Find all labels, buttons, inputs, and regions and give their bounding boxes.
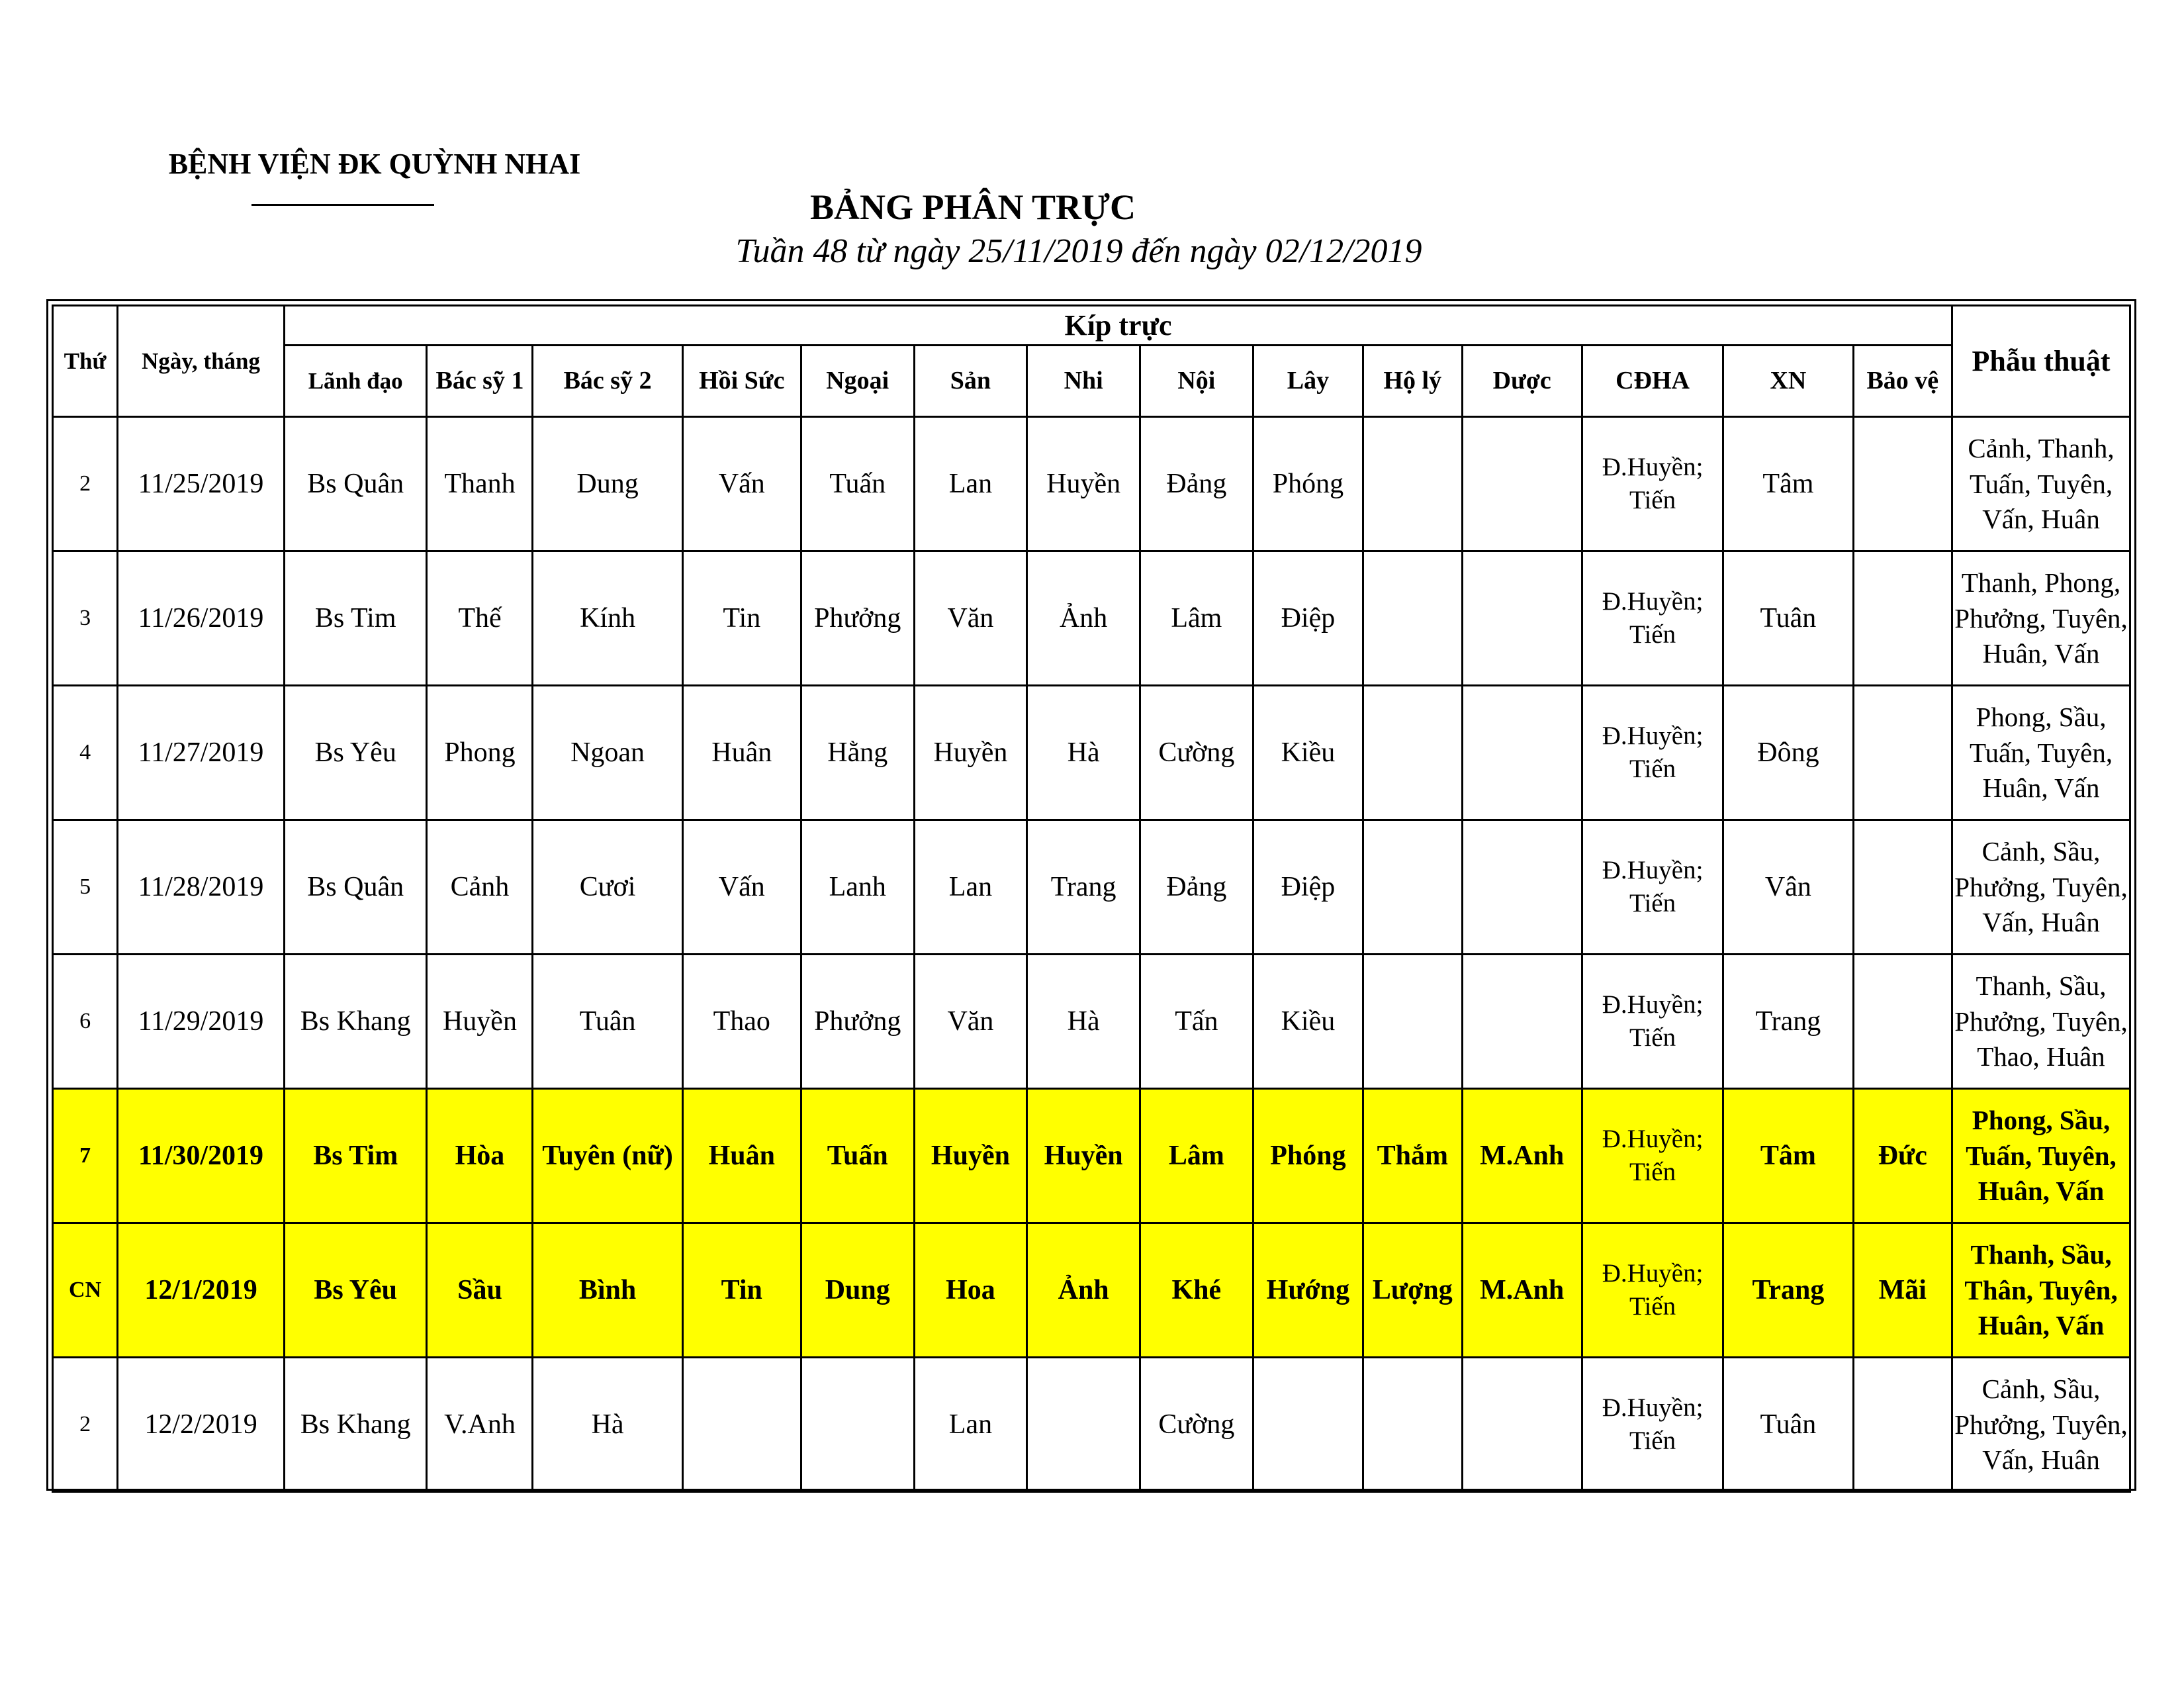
table-row — [53, 686, 2130, 820]
cell-san: Lan — [914, 820, 1027, 955]
cell-ngoai: Dung — [801, 1223, 914, 1358]
cell-bac-sy-1: Cảnh — [427, 820, 533, 955]
table-row-weekend — [53, 1089, 2130, 1223]
cell-ho-ly: Lượng — [1363, 1223, 1462, 1358]
cell-hoi-suc: Tin — [682, 551, 801, 686]
cell-duoc — [1462, 1358, 1582, 1492]
cell-nhi: Hà — [1027, 686, 1140, 820]
cell-lay: Phóng — [1253, 417, 1363, 551]
cell-xn: Trang — [1723, 955, 1853, 1089]
cell-date: 11/25/2019 — [118, 417, 285, 551]
cell-ho-ly — [1363, 686, 1462, 820]
cell-cdha: Đ.Huyền; Tiến — [1582, 955, 1723, 1089]
cell-nhi — [1027, 1358, 1140, 1492]
cell-date: 12/2/2019 — [118, 1358, 285, 1492]
cell-phau-thuat: Phong, Sầu, Tuấn, Tuyên, Huân, Vấn — [1952, 1089, 2130, 1223]
cell-bac-sy-2: Kính — [533, 551, 682, 686]
table-row — [53, 955, 2130, 1089]
cell-bao-ve — [1853, 551, 1952, 686]
cell-xn: Vân — [1723, 820, 1853, 955]
cell-ngoai: Lanh — [801, 820, 914, 955]
col-header-lanh-dao: Lãnh đạo — [284, 346, 427, 417]
cell-bac-sy-1: Thanh — [427, 417, 533, 551]
cell-bao-ve — [1853, 955, 1952, 1089]
col-header-san: Sản — [914, 346, 1027, 417]
col-header-noi: Nội — [1140, 346, 1253, 417]
cell-bac-sy-2: Ngoan — [533, 686, 682, 820]
cell-ho-ly — [1363, 955, 1462, 1089]
cell-hoi-suc: Vấn — [682, 417, 801, 551]
page-title: BẢNG PHÂN TRỰC — [809, 187, 1136, 227]
cell-thu: 2 — [53, 1358, 118, 1492]
cell-ho-ly: Thắm — [1363, 1089, 1462, 1223]
cell-nhi: Ảnh — [1027, 1223, 1140, 1358]
cell-ngoai — [801, 1358, 914, 1492]
col-header-xn: XN — [1723, 346, 1853, 417]
cell-bac-sy-1: Hòa — [427, 1089, 533, 1223]
cell-date: 11/30/2019 — [118, 1089, 285, 1223]
table-row — [53, 820, 2130, 955]
cell-bao-ve: Đức — [1853, 1089, 1952, 1223]
cell-lanh-dao: Bs Khang — [284, 955, 427, 1089]
cell-phau-thuat: Phong, Sầu, Tuấn, Tuyên, Huân, Vấn — [1952, 686, 2130, 820]
cell-duoc: M.Anh — [1462, 1223, 1582, 1358]
table-row-weekend — [53, 1223, 2130, 1358]
cell-san: Lan — [914, 1358, 1027, 1492]
cell-duoc — [1462, 820, 1582, 955]
col-header-bac-sy-2: Bác sỹ 2 — [533, 346, 682, 417]
col-header-ngoai: Ngoại — [801, 346, 914, 417]
cell-lay: Điệp — [1253, 551, 1363, 686]
cell-bao-ve — [1853, 417, 1952, 551]
table-row — [53, 551, 2130, 686]
cell-duoc — [1462, 686, 1582, 820]
cell-xn: Tâm — [1723, 1089, 1853, 1223]
cell-phau-thuat: Cảnh, Sầu, Phưởng, Tuyên, Vấn, Huân — [1952, 820, 2130, 955]
cell-hoi-suc: Vấn — [682, 820, 801, 955]
cell-phau-thuat: Thanh, Sầu, Phưởng, Tuyên, Thao, Huân — [1952, 955, 2130, 1089]
cell-san: Văn — [914, 955, 1027, 1089]
cell-san: Huyền — [914, 1089, 1027, 1223]
cell-thu: 5 — [53, 820, 118, 955]
cell-cdha: Đ.Huyền; Tiến — [1582, 686, 1723, 820]
cell-noi: Đảng — [1140, 820, 1253, 955]
cell-duoc — [1462, 955, 1582, 1089]
cell-duoc: M.Anh — [1462, 1089, 1582, 1223]
cell-bao-ve: Mãi — [1853, 1223, 1952, 1358]
col-header-nhi: Nhi — [1027, 346, 1140, 417]
cell-xn: Trang — [1723, 1223, 1853, 1358]
cell-ngoai: Tuấn — [801, 417, 914, 551]
cell-bac-sy-2: Tuyên (nữ) — [533, 1089, 682, 1223]
cell-noi: Lâm — [1140, 1089, 1253, 1223]
cell-bac-sy-2: Bình — [533, 1223, 682, 1358]
cell-lay — [1253, 1358, 1363, 1492]
cell-lanh-dao: Bs Quân — [284, 417, 427, 551]
cell-thu: 6 — [53, 955, 118, 1089]
cell-bao-ve — [1853, 1358, 1952, 1492]
cell-lanh-dao: Bs Yêu — [284, 686, 427, 820]
cell-ho-ly — [1363, 417, 1462, 551]
hospital-underline — [251, 204, 434, 206]
col-header-duoc: Dược — [1462, 346, 1582, 417]
cell-date: 11/28/2019 — [118, 820, 285, 955]
group-header-kip-truc: Kíp trực — [284, 306, 1952, 346]
cell-ngoai: Hằng — [801, 686, 914, 820]
cell-xn: Tuân — [1723, 551, 1853, 686]
page-subtitle: Tuần 48 từ ngày 25/11/2019 đến ngày 02/12/2019 — [735, 232, 1422, 270]
cell-cdha: Đ.Huyền; Tiến — [1582, 820, 1723, 955]
cell-bac-sy-1: V.Anh — [427, 1358, 533, 1492]
cell-phau-thuat: Thanh, Phong, Phưởng, Tuyên, Huân, Vấn — [1952, 551, 2130, 686]
cell-lanh-dao: Bs Tim — [284, 1089, 427, 1223]
cell-san: Lan — [914, 417, 1027, 551]
cell-bac-sy-1: Huyền — [427, 955, 533, 1089]
cell-hoi-suc: Huân — [682, 686, 801, 820]
cell-duoc — [1462, 417, 1582, 551]
cell-noi: Tấn — [1140, 955, 1253, 1089]
cell-ngoai: Phưởng — [801, 551, 914, 686]
cell-nhi: Huyền — [1027, 1089, 1140, 1223]
cell-phau-thuat: Cảnh, Sầu, Phưởng, Tuyên, Vấn, Huân — [1952, 1358, 2130, 1492]
cell-thu: CN — [53, 1223, 118, 1358]
cell-cdha: Đ.Huyền; Tiến — [1582, 1358, 1723, 1492]
cell-lay: Kiều — [1253, 686, 1363, 820]
cell-noi: Đảng — [1140, 417, 1253, 551]
cell-thu: 7 — [53, 1089, 118, 1223]
table-row — [53, 417, 2130, 551]
hospital-name: BỆNH VIỆN ĐK QUỲNH NHAI — [168, 148, 581, 180]
cell-noi: Lâm — [1140, 551, 1253, 686]
cell-phau-thuat: Cảnh, Thanh, Tuấn, Tuyên, Vấn, Huân — [1952, 417, 2130, 551]
cell-bac-sy-2: Cươi — [533, 820, 682, 955]
cell-date: 11/27/2019 — [118, 686, 285, 820]
cell-xn: Đông — [1723, 686, 1853, 820]
roster-frame — [46, 299, 2136, 1491]
cell-thu: 2 — [53, 417, 118, 551]
cell-lay: Phóng — [1253, 1089, 1363, 1223]
col-header-cdha: CĐHA — [1582, 346, 1723, 417]
cell-lanh-dao: Bs Yêu — [284, 1223, 427, 1358]
cell-bac-sy-1: Sầu — [427, 1223, 533, 1358]
cell-phau-thuat: Thanh, Sầu, Thân, Tuyên, Huân, Vấn — [1952, 1223, 2130, 1358]
cell-ho-ly — [1363, 1358, 1462, 1492]
cell-lanh-dao: Bs Quân — [284, 820, 427, 955]
col-header-bac-sy-1: Bác sỹ 1 — [427, 346, 533, 417]
cell-cdha: Đ.Huyền; Tiến — [1582, 417, 1723, 551]
cell-bac-sy-2: Hà — [533, 1358, 682, 1492]
cell-san: Hoa — [914, 1223, 1027, 1358]
col-header-thu: Thứ — [53, 306, 118, 417]
cell-lay: Điệp — [1253, 820, 1363, 955]
cell-date: 11/29/2019 — [118, 955, 285, 1089]
cell-thu: 3 — [53, 551, 118, 686]
cell-date: 12/1/2019 — [118, 1223, 285, 1358]
cell-bao-ve — [1853, 686, 1952, 820]
cell-cdha: Đ.Huyền; Tiến — [1582, 551, 1723, 686]
cell-lay: Kiều — [1253, 955, 1363, 1089]
col-header-phau-thuat: Phẫu thuật — [1952, 306, 2130, 417]
cell-nhi: Trang — [1027, 820, 1140, 955]
cell-hoi-suc — [682, 1358, 801, 1492]
cell-xn: Tâm — [1723, 417, 1853, 551]
cell-bao-ve — [1853, 820, 1952, 955]
cell-bac-sy-1: Thế — [427, 551, 533, 686]
cell-cdha: Đ.Huyền; Tiến — [1582, 1089, 1723, 1223]
cell-ngoai: Phưởng — [801, 955, 914, 1089]
col-header-date: Ngày, tháng — [118, 306, 285, 417]
cell-noi: Khé — [1140, 1223, 1253, 1358]
cell-duoc — [1462, 551, 1582, 686]
table-row — [53, 1358, 2130, 1492]
cell-hoi-suc: Huân — [682, 1089, 801, 1223]
cell-hoi-suc: Thao — [682, 955, 801, 1089]
cell-san: Văn — [914, 551, 1027, 686]
cell-lanh-dao: Bs Khang — [284, 1358, 427, 1492]
cell-nhi: Huyền — [1027, 417, 1140, 551]
cell-noi: Cường — [1140, 686, 1253, 820]
cell-ho-ly — [1363, 820, 1462, 955]
col-header-ho-ly: Hộ lý — [1363, 346, 1462, 417]
col-header-lay: Lây — [1253, 346, 1363, 417]
cell-bac-sy-1: Phong — [427, 686, 533, 820]
cell-nhi: Hà — [1027, 955, 1140, 1089]
cell-thu: 4 — [53, 686, 118, 820]
cell-hoi-suc: Tin — [682, 1223, 801, 1358]
cell-xn: Tuân — [1723, 1358, 1853, 1492]
cell-bac-sy-2: Dung — [533, 417, 682, 551]
col-header-hoi-suc: Hồi Sức — [682, 346, 801, 417]
duty-roster-table — [52, 305, 2131, 1493]
cell-ho-ly — [1363, 551, 1462, 686]
cell-date: 11/26/2019 — [118, 551, 285, 686]
header-row-columns — [53, 346, 2130, 417]
header-row-group — [53, 306, 2130, 346]
cell-cdha: Đ.Huyền; Tiến — [1582, 1223, 1723, 1358]
cell-nhi: Ảnh — [1027, 551, 1140, 686]
cell-lay: Hướng — [1253, 1223, 1363, 1358]
cell-bac-sy-2: Tuân — [533, 955, 682, 1089]
cell-ngoai: Tuấn — [801, 1089, 914, 1223]
cell-noi: Cường — [1140, 1358, 1253, 1492]
cell-lanh-dao: Bs Tim — [284, 551, 427, 686]
col-header-bao-ve: Bảo vệ — [1853, 346, 1952, 417]
cell-san: Huyền — [914, 686, 1027, 820]
